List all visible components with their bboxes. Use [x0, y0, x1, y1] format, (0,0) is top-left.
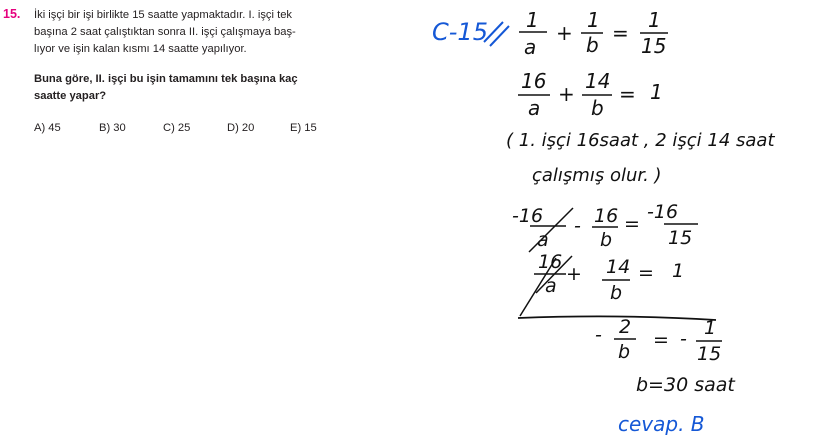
equation-3: [512, 201, 698, 252]
eq3-minus: -: [574, 215, 581, 237]
eq3-den-a: a: [537, 229, 549, 251]
choice-c[interactable]: C) 25: [163, 122, 191, 134]
eq2-den-b: b: [591, 96, 604, 120]
stem-line-3: lıyor ve işin kalan kısmı 14 saatte yapılıyor.: [34, 43, 247, 55]
question-number: 15.: [3, 7, 21, 21]
eq3-den-r: 15: [668, 227, 693, 249]
eq5-minus-a: -: [595, 324, 602, 346]
eq1-num-a: 1: [526, 8, 539, 32]
choice-a[interactable]: A) 45: [34, 122, 61, 134]
eq1-den-r: 15: [641, 34, 667, 58]
eq3-equals: =: [624, 213, 640, 235]
eq2-equals: =: [619, 82, 636, 106]
prompt-line-2: saatte yapar?: [34, 90, 107, 102]
subtraction-line: [518, 316, 716, 320]
equation-4: [534, 251, 684, 304]
choice-b[interactable]: B) 30: [99, 122, 126, 134]
eq4-den-b: b: [610, 282, 623, 304]
eq4-equals: =: [638, 262, 654, 284]
eq1-num-b: 1: [587, 8, 600, 32]
eq2-plus: +: [558, 82, 575, 106]
prompt-line-1: Buna göre, II. işçi bu işin tamamını tek başına kaç: [34, 73, 298, 85]
eq5-den-r: 15: [697, 343, 722, 365]
eq5-den-a: b: [618, 341, 631, 363]
eq3-num-b: 16: [594, 205, 619, 227]
equation-5: [595, 316, 722, 365]
eq4-plus: +: [566, 263, 582, 285]
eq1-equals: =: [612, 21, 629, 45]
eq5-minus-r: -: [680, 328, 687, 350]
eq3-den-b: b: [600, 229, 613, 251]
eq1-den-a: a: [524, 35, 537, 59]
eq4-num-b: 14: [606, 256, 631, 278]
eq4-rhs: 1: [672, 260, 685, 282]
stem-line-1: İki işçi bir işi birlikte 15 saatte yapmaktadır. I. işçi tek: [34, 9, 293, 21]
stem-line-2: başına 2 saat çalıştıktan sonra II. işçi çalışmaya baş-: [34, 26, 296, 38]
final-answer: cevap. B: [618, 412, 705, 436]
eq4-den-a: a: [545, 275, 557, 297]
note-line-1: ( 1. işçi 16saat , 2 işçi 14 saat: [506, 130, 775, 151]
eq5-num-r: 1: [704, 317, 717, 339]
eq1-den-b: b: [586, 33, 599, 57]
note-line-2: çalışmış olur. ): [532, 165, 662, 186]
result-text: b=30 saat: [636, 374, 735, 396]
eq4-num-a: 16: [538, 251, 563, 273]
eq2-num-b: 14: [585, 69, 611, 93]
equation-1: [519, 8, 668, 59]
eq5-equals: =: [653, 329, 669, 351]
eq3-num-a: -16: [512, 205, 544, 227]
eq2-num-a: 16: [521, 69, 547, 93]
eq5-num-a: 2: [619, 316, 632, 338]
choice-d[interactable]: D) 20: [227, 122, 255, 134]
answer-tag: C-15: [432, 18, 488, 46]
choice-e[interactable]: E) 15: [290, 122, 317, 134]
equation-2: [518, 69, 663, 120]
eq2-rhs: 1: [650, 80, 663, 104]
eq1-plus: +: [556, 21, 573, 45]
eq3-num-r: -16: [647, 201, 679, 223]
eq2-den-a: a: [528, 96, 541, 120]
eq1-num-r: 1: [648, 8, 661, 32]
